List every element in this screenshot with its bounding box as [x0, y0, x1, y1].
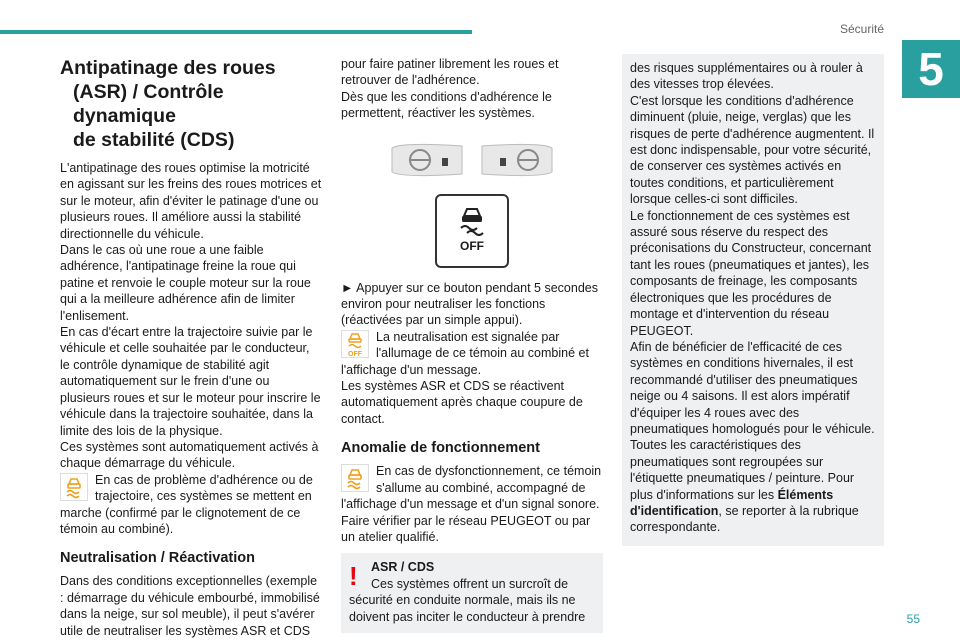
paragraph: C'est lorsque les conditions d'adhérence diminuent (pluie, neige, verglas) que les risques de perte d'adhérence augmentent. Il est donc indispensable, pour votre sécurité, de conserver ces systèmes activés en toutes conditions, et particulièrement lorsque celles-ci sont difficiles.	[630, 93, 875, 207]
section-title: Sécurité	[839, 22, 884, 36]
paragraph: Ces systèmes sont automatiquement activés à chaque démarrage du véhicule.	[60, 439, 319, 471]
paragraph: Faire vérifier par le réseau PEUGEOT ou par un atelier qualifié.	[341, 513, 591, 544]
dashboard-controls-illustration	[382, 140, 562, 180]
paragraph: Toutes les caractéristiques des pneumatiques sont regroupées sur l'étiquette pneumatiques / peinture. Pour plus d'informations sur les Éléments d'identification, se reporter à la rubrique correspondante.	[630, 438, 859, 535]
paragraph: L'antipatinage des roues optimise la motricité en agissant sur les freins des roues motrices et sur le moteur, afin d'éviter le patinage d'une ou plusieurs roues. Il améliore aussi la stabilité directionnelle du véhicule.	[60, 161, 322, 241]
car-skid-icon	[455, 206, 489, 236]
stability-fault-icon	[341, 464, 369, 492]
paragraph: ► Appuyer sur ce bouton pendant 5 secondes environ pour neutraliser les fonctions (réactivées par un simple appui).	[341, 280, 598, 328]
paragraph: En cas de dysfonctionnement, ce témoin s'allume au combiné, accompagné de l'affichage d'un message et d'un signal sonore.	[341, 464, 602, 512]
paragraph: En cas d'écart entre la trajectoire suivie par le véhicule et celle souhaitée par le conducteur, le contrôle dynamique de stabilité agit automatiquement sur le frein d'une ou plusieurs roues et sur le moteur pour inscrire le véhicule dans la trajectoire souhaitée, dans la limite des lois de la physique.	[60, 325, 321, 438]
column-3-note-box	[622, 54, 884, 546]
paragraph: En cas de problème d'adhérence ou de trajectoire, ces systèmes se mettent en marche (confirmé par le clignotement de ce témoin au combiné).	[60, 472, 313, 536]
paragraph: Dans des conditions exceptionnelles (exemple : démarrage du véhicule embourbé, immobilisé dans la neige, sur sol meuble), il peut s'avérer utile de neutraliser les systèmes ASR et CDS	[60, 574, 320, 638]
button-off-label: OFF	[460, 239, 484, 254]
paragraph: Afin de bénéficier de l'efficacité de ces systèmes en conditions hivernales, il est recommandé d'utiliser des pneumatiques neige ou 4 saisons. Il est alors impératif d'équiper les 4 roues avec des pneumatiques homologués pour le véhicule.	[630, 339, 875, 436]
stability-off-button	[435, 194, 509, 268]
column-2	[341, 56, 603, 633]
section-heading: Neutralisation / Réactivation	[60, 550, 255, 567]
paragraph: Dès que les conditions d'adhérence le permettent, réactiver les systèmes.	[341, 89, 552, 121]
paragraph: Dans le cas où une roue a une faible adhérence, l'antipatinage freine la roue qui patine et renvoie le couple moteur sur la roue qui a la meilleure adhérence afin de limiter l'enlisement.	[60, 243, 311, 323]
exclamation-icon: !	[349, 561, 358, 592]
page-title: Antipatinage des roues (ASR) / Contrôle dynamique de stabilité (CDS)	[60, 57, 276, 151]
svg-text:OFF: OFF	[348, 350, 362, 358]
warning-box	[341, 553, 603, 633]
paragraph: La neutralisation est signalée par l'allumage de ce témoin au combiné et l'affichage d'un message.	[341, 329, 589, 377]
chapter-number: 5	[902, 40, 960, 98]
page-number: 55	[906, 612, 920, 626]
paragraph: des risques supplémentaires ou à rouler à des vitesses trop élevées.	[630, 61, 863, 92]
section-heading: Anomalie de fonctionnement	[341, 440, 540, 457]
paragraph: pour faire patiner librement les roues et retrouver de l'adhérence.	[341, 57, 559, 88]
warning-text: Ces systèmes offrent un surcroît de sécurité en conduite normale, mais ils ne doivent pas inciter le conducteur à prendre	[349, 576, 586, 624]
warning-title: ASR / CDS	[371, 560, 435, 575]
header-accent-bar	[0, 30, 472, 34]
paragraph: Les systèmes ASR et CDS se réactivent automatiquement après chaque coupure de contact.	[341, 379, 583, 426]
paragraph: Le fonctionnement de ces systèmes est assuré sous réserve du respect des préconisations du Constructeur, concernant tant les roues (pneumatiques et jantes), les composants de freinage, les composants électroniques que les procédures de montage et d'intervention du réseau PEUGEOT.	[630, 208, 872, 338]
stability-off-warning-icon	[341, 330, 369, 358]
column-1	[60, 56, 322, 639]
stability-warning-icon	[60, 473, 88, 501]
cross-reference: Éléments d'identification	[630, 487, 834, 518]
